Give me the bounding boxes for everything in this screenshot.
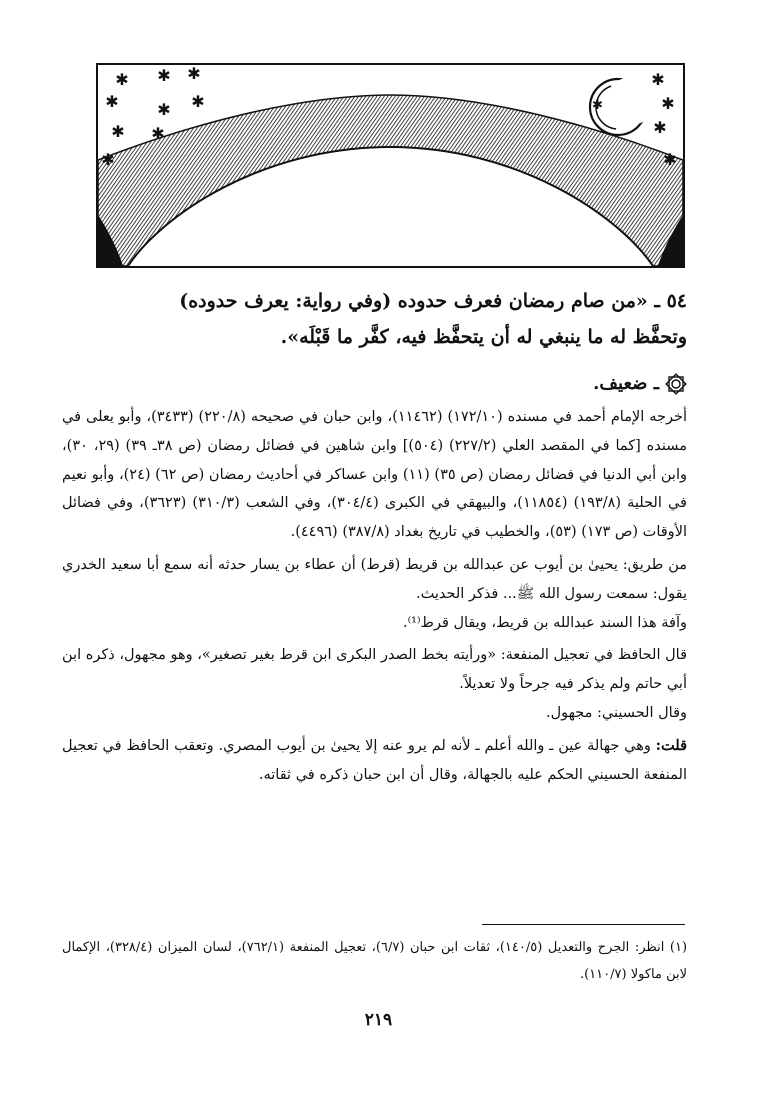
star-icon: ✱ (105, 92, 119, 111)
commentary (62, 403, 687, 789)
header-ornament (96, 63, 685, 268)
hadith-number: ٥٤ (666, 290, 687, 312)
defect-paragraph: وآفة هذا السند عبدالله بن قريط، ويقال قرط⁽¹⁾. (402, 614, 687, 631)
star-icon: ✱ (191, 92, 205, 111)
star-icon: ✱ (651, 70, 665, 89)
star-icon: ✱ (151, 124, 165, 143)
grade-label: ـ ضعيف. (593, 373, 659, 394)
husayni-paragraph: وقال الحسيني: مجهول. (545, 704, 687, 721)
star-icon: ✱ (653, 118, 667, 137)
footnote-1: (١) انظر: الجرح والتعديل (١٤٠/٥)، ثقات ابن حبان (٦/٧)، تعجيل المنفعة (٧٦٢/١)، لسان الميزان (٣٢٨/٤)، الإكمال لابن ماكولا (١١٠/٧). (62, 940, 688, 982)
isnad-paragraph: من طريق: يحيىٰ بن أيوب عن عبدالله بن قريط (قرط) أن عطاء بن يسار حدثه أنه سمع أبا سعيد الخدري يقول: سمعت رسول الله ﷺ... فذكر الحديث. (62, 556, 687, 602)
page-number: ٢١٩ (364, 1010, 393, 1030)
star-icon: ✱ (101, 150, 115, 169)
qultu-lead: قلت: (655, 736, 687, 754)
star-icon: ✱ (187, 65, 201, 83)
takhrij-paragraph: أخرجه الإمام أحمد في مسنده (١٧٢/١٠) (١١٤٦٢)، وابن حبان في صحيحه (٢٢٠/٨) (٣٤٣٣)، وأبو يعلى في مسنده [كما في المقصد العلي (٢٢٧/٢) (٥٠٤)] وابن شاهين في فضائل رمضان (ص ٣٨ـ ٣٩) (٢٩، ٣٠)، وابن أبي الدنيا في فضائل رمضان (ص ٣٥) (١١) وابن عساكر في أحاديث رمضان (ص ٦٢) (٢٤)، وأبو نعيم في الحلية (١٩٣/٨) (١١٨٥٤)، والبيهقي في الكبرى (٣٠٤/٤)، وفي الشعب (٣١٠/٣) (٣٦٢٣)، وفي فضائل الأوقات (ص ١٧٣) (٥٣)، والخطيب في تاريخ بغداد (٣٨٧/٨) (٤٤٩٦). (62, 409, 687, 541)
star-icon: ✱ (111, 122, 125, 141)
footnotes (62, 934, 687, 988)
grade-line (62, 370, 687, 398)
crescent-moon-icon (590, 77, 655, 135)
hafiz-quote-paragraph: قال الحافظ في تعجيل المنفعة: «ورأيته بخط الصدر البكرى ابن قرط بغير تصغير»، وهو مجهول، ذكره ابن أبي حاتم ولم يذكر فيه جرحاً ولا تعديلاً. (62, 647, 687, 693)
star-icon: ✱ (663, 150, 677, 169)
qultu-text: وهي جهالة عين ـ والله أعلم ـ لأنه لم يرو عنه إلا يحيىٰ بن أيوب المصري. وتعقب الحافظ في تعجيل المنفعة الحسيني الحكم عليه بالجهالة، وقال أن ابن حبان ذكره في ثقاته. (62, 737, 687, 783)
footnote-divider (482, 924, 685, 925)
svg-text:✱: ✱ (592, 98, 603, 113)
qultu-paragraph (62, 732, 687, 790)
night-sky-arch-illustration (98, 65, 683, 266)
star-icon: ✱ (115, 70, 129, 89)
hadith-text-line2: وتحفَّظ له ما ينبغي له أن يتحفَّظ فيه، كفَّر ما قَبْلَه». (280, 326, 687, 348)
octagram-icon (665, 373, 687, 395)
hadith-text-line1: ـ «من صام رمضان فعرف حدوده (وفي رواية: يعرف حدوده) (179, 290, 660, 312)
star-icon: ✱ (661, 94, 675, 113)
star-icon: ✱ (157, 66, 171, 85)
star-icon: ✱ (157, 100, 171, 119)
hadith-heading (62, 283, 687, 355)
